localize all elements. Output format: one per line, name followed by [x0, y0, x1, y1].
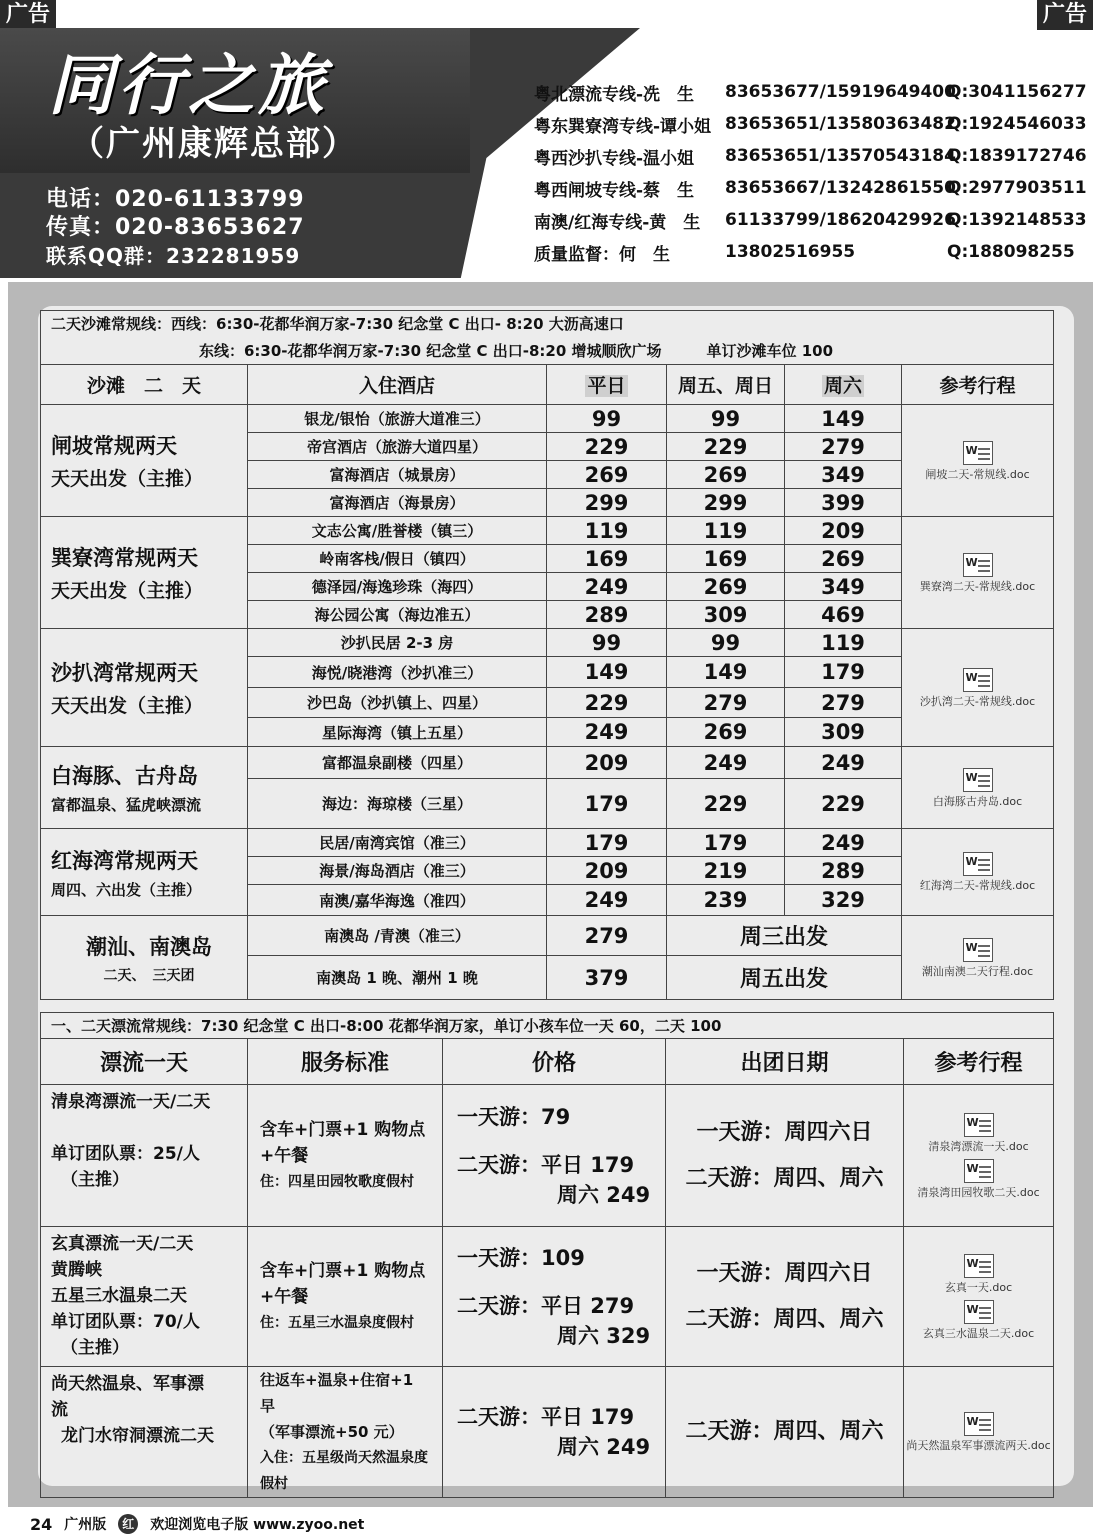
reference-doc-cell — [902, 517, 1054, 629]
reference-doc-cell — [904, 1367, 1054, 1498]
doc-attachment[interactable] — [902, 553, 1053, 593]
hotline-row — [534, 140, 1087, 172]
header-hotel — [248, 365, 547, 405]
header-price: 价格 — [443, 1039, 666, 1085]
price-two-day-weekday: 二天游：平日 179 — [457, 1152, 635, 1177]
doc-filename: 玄真一天.doc — [944, 1280, 1013, 1294]
rafting-name-line: 单订团队票：25/人 — [51, 1144, 200, 1164]
route-name: 潮汕、南澳岛 — [86, 934, 212, 959]
reference-doc-cell — [902, 829, 1054, 916]
price-sat: 209 — [785, 517, 902, 545]
price-weekday: 379 — [547, 956, 667, 1000]
service-accommodation: 住：四星田园牧歌度假村 — [260, 1173, 414, 1190]
price-weekday: 209 — [547, 857, 667, 885]
hotel-name: 南澳/嘉华海逸（准四） — [248, 885, 547, 916]
doc-filename: 潮汕南澳二天行程.doc — [921, 964, 1034, 978]
price-weekday: 99 — [547, 405, 667, 433]
rafting-name-line: 玄真漂流一天/二天 — [51, 1234, 194, 1254]
price-weekday: 299 — [547, 489, 667, 517]
hotline-phone: 83653677/15919649400 — [725, 82, 956, 102]
hotel-name: 德泽园/海逸珍珠（海四） — [248, 573, 547, 601]
price-weekday: 249 — [547, 718, 667, 747]
route-name: 红海湾常规两天 — [51, 848, 198, 873]
price-weekday: 169 — [547, 545, 667, 573]
price-sat: 349 — [785, 461, 902, 489]
reference-doc-cell — [904, 1085, 1054, 1227]
doc-filename: 红海湾二天-常规线.doc — [919, 879, 1036, 892]
table-row — [41, 517, 1054, 545]
hotel-name: 文志公寓/胜誉楼（镇三） — [248, 517, 547, 545]
header-sat — [785, 365, 902, 405]
price-weekday: 229 — [547, 688, 667, 718]
header — [0, 0, 1093, 280]
word-doc-icon — [963, 553, 993, 577]
price-fri-sun: 249 — [667, 747, 785, 779]
rafting-name-line: 龙门水帘洞漂流二天 — [61, 1426, 214, 1446]
table-row — [41, 1227, 1054, 1367]
beach-note-east: 东线：6:30-花都华润万家-7:30 纪念堂 C 出口-8:20 增城顺欣广场 单订沙滩车位 100 — [41, 337, 1054, 365]
departure-date-line: 一天游：周四六日 — [696, 1119, 873, 1145]
ad-label-right: 广告 — [1037, 0, 1093, 30]
word-doc-icon — [963, 938, 993, 962]
table-row — [41, 1085, 1054, 1227]
doc-attachment[interactable] — [904, 1159, 1053, 1199]
doc-filename: 清泉湾田园牧歌二天.doc — [917, 1185, 1040, 1199]
rafting-name-line: 流 — [51, 1400, 68, 1420]
price-weekday: 279 — [547, 916, 667, 956]
route-name: 巽寮湾常规两天 — [51, 546, 198, 570]
word-doc-icon — [963, 768, 993, 792]
price-weekday: 179 — [547, 779, 667, 829]
header-fri-sun-label: 周五、周日 — [677, 375, 773, 397]
hotel-name: 海悦/晓港湾（沙扒准三） — [248, 657, 547, 688]
price-sat: 329 — [785, 885, 902, 916]
hotel-name: 沙巴岛（沙扒镇上、四星） — [248, 688, 547, 718]
price-fri-sun: 269 — [667, 718, 785, 747]
table-row — [41, 629, 1054, 657]
hotline-name: 粤西沙扒专线-温小姐 — [534, 148, 695, 169]
edition-label: 广州版 — [64, 1517, 107, 1533]
price-two-day-weekday: 二天游：平日 279 — [457, 1293, 635, 1318]
reference-doc-cell — [902, 916, 1054, 1000]
hotline-phone: 83653667/13242861550 — [725, 178, 956, 198]
hotline-row — [534, 172, 1087, 204]
header-route-label: 沙滩 二 天 — [86, 375, 201, 397]
doc-filename: 玄真三水温泉二天.doc — [922, 1326, 1035, 1340]
price-fri-sun: 269 — [667, 461, 785, 489]
hotline-row — [534, 236, 1079, 268]
word-doc-icon — [963, 668, 993, 692]
brand-subtitle: （广州康辉总部） — [70, 124, 358, 164]
price-weekday: 229 — [547, 433, 667, 461]
reference-doc-cell — [902, 629, 1054, 747]
header-ref: 参考行程 — [904, 1039, 1054, 1085]
beach-note-west: 二天沙滩常规线：西线：6:30-花都华润万家-7:30 纪念堂 C 出口- 8:20 大沥高速口 — [41, 311, 1054, 337]
route-cell — [41, 629, 248, 747]
dates-cell — [666, 1227, 904, 1367]
route-cell — [41, 747, 248, 829]
table-row — [41, 747, 1054, 779]
price-fri-sun: 239 — [667, 885, 785, 916]
route-tag: 天天出发（主推） — [51, 580, 204, 602]
header-ref — [902, 365, 1054, 405]
price-sat: 249 — [785, 747, 902, 779]
price-one-day: 一天游：109 — [457, 1245, 585, 1270]
hotline-row — [534, 76, 1087, 108]
price-sat: 399 — [785, 489, 902, 517]
hotline-name: 南澳/红海专线-黄 生 — [534, 212, 701, 233]
header-weekday — [547, 365, 667, 405]
price-fri-sun: 229 — [667, 779, 785, 829]
price-sat: 289 — [785, 857, 902, 885]
hotel-name: 沙扒民居 2-3 房 — [248, 629, 547, 657]
ad-label-left: 广告 — [0, 0, 56, 30]
route-cell — [41, 405, 248, 517]
route-cell — [41, 829, 248, 916]
service-line: 往返车+温泉+住宿+1 早 — [260, 1371, 414, 1415]
price-fri-sun: 269 — [667, 573, 785, 601]
header-route — [41, 365, 248, 405]
table-note-row — [41, 1013, 1054, 1039]
service-accommodation: 入住：五星级尚天然温泉度假村 — [260, 1450, 428, 1492]
price-weekday: 99 — [547, 629, 667, 657]
hotline-name: 粤东巽寮湾专线-谭小姐 — [534, 116, 712, 137]
rafting-note: 一、二天漂流常规线：7:30 纪念堂 C 出口-8:00 花都华润万家，单订小孩车位一天 60，二天 100 — [41, 1013, 1054, 1039]
table-row — [41, 1367, 1054, 1498]
word-doc-icon — [964, 1254, 994, 1278]
doc-filename: 尚天然温泉军事漂流两天.doc — [906, 1439, 1051, 1452]
departure-date-line: 二天游：周四、周六 — [685, 1306, 884, 1332]
price-fri-sun: 229 — [667, 433, 785, 461]
doc-attachment[interactable] — [904, 1113, 1053, 1153]
price-sat: 249 — [785, 829, 902, 857]
contact-qq-group: 联系QQ群：232281959 — [46, 244, 301, 268]
rafting-name-line: 单订团队票：70/人 — [51, 1312, 200, 1332]
hotline-qq: Q:1392148533 — [947, 210, 1087, 230]
service-accommodation: 住：五星三水温泉度假村 — [260, 1314, 414, 1331]
service-cell — [248, 1085, 443, 1227]
doc-filename: 清泉湾漂流一天.doc — [928, 1139, 1029, 1153]
doc-filename: 白海豚古舟岛.doc — [932, 794, 1023, 808]
table-row — [41, 829, 1054, 857]
hotel-name: 星际海湾（镇上五星） — [248, 718, 547, 747]
rafting-name-cell — [41, 1085, 248, 1227]
hotline-name: 粤北漂流专线-冼 生 — [534, 84, 695, 105]
doc-filename: 巽寮湾二天-常规线.doc — [919, 579, 1036, 593]
service-line: （军事漂流+50 元） — [260, 1423, 404, 1441]
price-sat: 119 — [785, 629, 902, 657]
header-sat-label: 周六 — [823, 375, 862, 397]
price-two-day-sat: 周六 249 — [557, 1182, 651, 1207]
beach-table — [40, 310, 1054, 1000]
departure-day: 周五出发 — [667, 956, 902, 1000]
hotel-name: 海边：海琼楼（三星） — [248, 779, 547, 829]
price-fri-sun: 149 — [667, 657, 785, 688]
table-header-row — [41, 1039, 1054, 1085]
route-tag: 周四、六出发（主推） — [51, 880, 202, 899]
doc-attachment[interactable] — [902, 938, 1053, 978]
service-cell — [248, 1227, 443, 1367]
hotline-phone: 83653651/13570543184 — [725, 146, 956, 166]
hotline-row — [534, 108, 1087, 140]
publication-logo: 红 — [118, 1514, 138, 1534]
route-tag: 天天出发（主推） — [51, 695, 204, 717]
price-sat: 179 — [785, 657, 902, 688]
dates-cell — [666, 1085, 904, 1227]
hotline-phone: 83653651/13580363482 — [725, 114, 956, 134]
doc-filename: 闸坡二天-常规线.doc — [925, 467, 1030, 481]
service-cell — [248, 1367, 443, 1498]
departure-date-line: 一天游：周四六日 — [696, 1260, 873, 1286]
table-note-row — [41, 337, 1054, 365]
hotel-name: 富海酒店（海景房） — [248, 489, 547, 517]
departure-day: 周三出发 — [667, 916, 902, 956]
service-line: 含车+门票+1 购物点 — [260, 1260, 426, 1281]
contact-fax: 传真：020-83653627 — [46, 215, 305, 240]
price-weekday: 249 — [547, 573, 667, 601]
header-ref-label: 参考行程 — [939, 375, 1016, 397]
header-hotel-label: 入住酒店 — [358, 375, 435, 397]
rafting-name-line — [51, 1115, 237, 1141]
route-tag: 富都温泉、猛虎峡漂流 — [51, 796, 202, 814]
footer — [30, 1514, 364, 1534]
price-sat: 269 — [785, 545, 902, 573]
word-doc-icon — [964, 1300, 994, 1324]
doc-attachment[interactable] — [904, 1412, 1053, 1452]
price-fri-sun: 279 — [667, 688, 785, 718]
price-sat: 279 — [785, 688, 902, 718]
table-row — [41, 916, 1054, 956]
reference-doc-cell — [902, 747, 1054, 829]
doc-attachment[interactable] — [902, 852, 1053, 892]
word-doc-icon — [963, 441, 993, 465]
hotline-name: 粤西闸坡专线-蔡 生 — [534, 180, 695, 201]
price-one-day: 一天游：79 — [457, 1104, 571, 1129]
price-weekday: 249 — [547, 885, 667, 916]
doc-attachment[interactable] — [902, 668, 1053, 708]
word-doc-icon — [964, 1113, 994, 1137]
route-name: 沙扒湾常规两天 — [51, 661, 198, 685]
rafting-table — [40, 1012, 1054, 1498]
doc-attachment[interactable] — [902, 768, 1053, 808]
price-weekday: 269 — [547, 461, 667, 489]
contact-phone: 电话：020-61133799 — [46, 187, 305, 212]
rafting-name-line: （主推） — [61, 1338, 129, 1358]
price-weekday: 209 — [547, 747, 667, 779]
hotel-name: 海公园公寓（海边准五） — [248, 601, 547, 629]
hotline-phone: 61133799/18620429926 — [725, 210, 956, 230]
header-dates: 出团日期 — [666, 1039, 904, 1085]
price-weekday: 179 — [547, 829, 667, 857]
footer-slogan: 欢迎浏览电子版 www.zyoo.net — [150, 1517, 365, 1533]
price-sat: 229 — [785, 779, 902, 829]
price-sat: 149 — [785, 405, 902, 433]
hotline-qq: Q:188098255 — [947, 242, 1075, 262]
header-weekday-label: 平日 — [587, 375, 626, 397]
service-line: +午餐 — [260, 1286, 309, 1307]
price-cell — [443, 1085, 666, 1227]
departure-date-line: 二天游：周四、周六 — [685, 1419, 884, 1444]
hotline-qq: Q:2977903511 — [947, 178, 1087, 198]
route-cell — [41, 916, 248, 1000]
hotel-name: 富都温泉副楼（四星） — [248, 747, 547, 779]
rafting-name-cell — [41, 1367, 248, 1498]
hotline-qq: Q:1924546033 — [947, 114, 1087, 134]
reference-doc-cell — [902, 405, 1054, 517]
hotline-list — [534, 76, 1087, 268]
header-rafting: 漂流一天 — [41, 1039, 248, 1085]
price-weekday: 289 — [547, 601, 667, 629]
table-row — [41, 405, 1054, 433]
doc-attachment[interactable] — [902, 441, 1053, 481]
price-weekday: 149 — [547, 657, 667, 688]
route-name: 闸坡常规两天 — [51, 434, 177, 458]
price-sat: 279 — [785, 433, 902, 461]
page-number: 24 — [30, 1514, 53, 1534]
hotel-name: 民居/南湾宾馆（准三） — [248, 829, 547, 857]
price-two-day-sat: 周六 329 — [557, 1323, 651, 1348]
hotel-name: 帝宫酒店（旅游大道四星） — [248, 433, 547, 461]
price-fri-sun: 99 — [667, 629, 785, 657]
hotel-name: 富海酒店（城景房） — [248, 461, 547, 489]
rafting-name-line: 五星三水温泉二天 — [51, 1286, 187, 1306]
service-line: +午餐 — [260, 1145, 309, 1166]
price-fri-sun: 119 — [667, 517, 785, 545]
rafting-name-line: 尚天然温泉、军事漂 — [51, 1374, 204, 1394]
hotel-name: 南澳岛 /青澳（准三） — [248, 916, 547, 956]
hotline-qq: Q:1839172746 — [947, 146, 1087, 166]
table-note-row — [41, 311, 1054, 337]
dates-cell — [666, 1367, 904, 1498]
doc-attachment[interactable] — [904, 1254, 1053, 1294]
price-fri-sun: 219 — [667, 857, 785, 885]
hotel-name: 海景/海岛酒店（准三） — [248, 857, 547, 885]
price-sat: 349 — [785, 573, 902, 601]
price-fri-sun: 99 — [667, 405, 785, 433]
rafting-name-line: （主推） — [61, 1170, 129, 1190]
route-name: 白海豚、古舟岛 — [51, 764, 198, 788]
route-tag: 天天出发（主推） — [51, 468, 204, 490]
price-weekday: 119 — [547, 517, 667, 545]
reference-doc-cell — [904, 1227, 1054, 1367]
price-two-day-weekday: 二天游：平日 179 — [457, 1405, 635, 1429]
route-tag: 二天、 三天团 — [103, 967, 195, 984]
word-doc-icon — [964, 1412, 994, 1436]
header-fri-sun — [667, 365, 785, 405]
word-doc-icon — [963, 852, 993, 876]
price-sat: 469 — [785, 601, 902, 629]
table-header-row — [41, 365, 1054, 405]
price-cell — [443, 1227, 666, 1367]
departure-date-line: 二天游：周四、周六 — [685, 1165, 884, 1191]
hotel-name: 南澳岛 1 晚、潮州 1 晚 — [248, 956, 547, 1000]
price-two-day-sat: 周六 249 — [557, 1435, 651, 1459]
brand-title: 同行之旅 — [48, 47, 328, 124]
hotline-qq: Q:3041156277 — [947, 82, 1087, 102]
hotline-name: 质量监督：何 生 — [534, 244, 670, 265]
hotline-phone: 13802516955 — [725, 242, 856, 262]
hotline-row — [534, 204, 1087, 236]
rafting-name-line: 清泉湾漂流一天/二天 — [51, 1092, 211, 1112]
price-fri-sun: 179 — [667, 829, 785, 857]
hotel-name: 岭南客栈/假日（镇四） — [248, 545, 547, 573]
rafting-name-cell — [41, 1227, 248, 1367]
price-fri-sun: 309 — [667, 601, 785, 629]
service-line: 含车+门票+1 购物点 — [260, 1119, 426, 1140]
header-service: 服务标准 — [248, 1039, 443, 1085]
hotel-name: 银龙/银怡（旅游大道准三） — [248, 405, 547, 433]
price-fri-sun: 169 — [667, 545, 785, 573]
price-fri-sun: 299 — [667, 489, 785, 517]
doc-attachment[interactable] — [904, 1300, 1053, 1340]
price-sat: 309 — [785, 718, 902, 747]
price-cell — [443, 1367, 666, 1498]
route-cell — [41, 517, 248, 629]
word-doc-icon — [964, 1159, 994, 1183]
doc-filename: 沙扒湾二天-常规线.doc — [919, 694, 1036, 708]
rafting-name-line: 黄腾峡 — [51, 1260, 102, 1280]
